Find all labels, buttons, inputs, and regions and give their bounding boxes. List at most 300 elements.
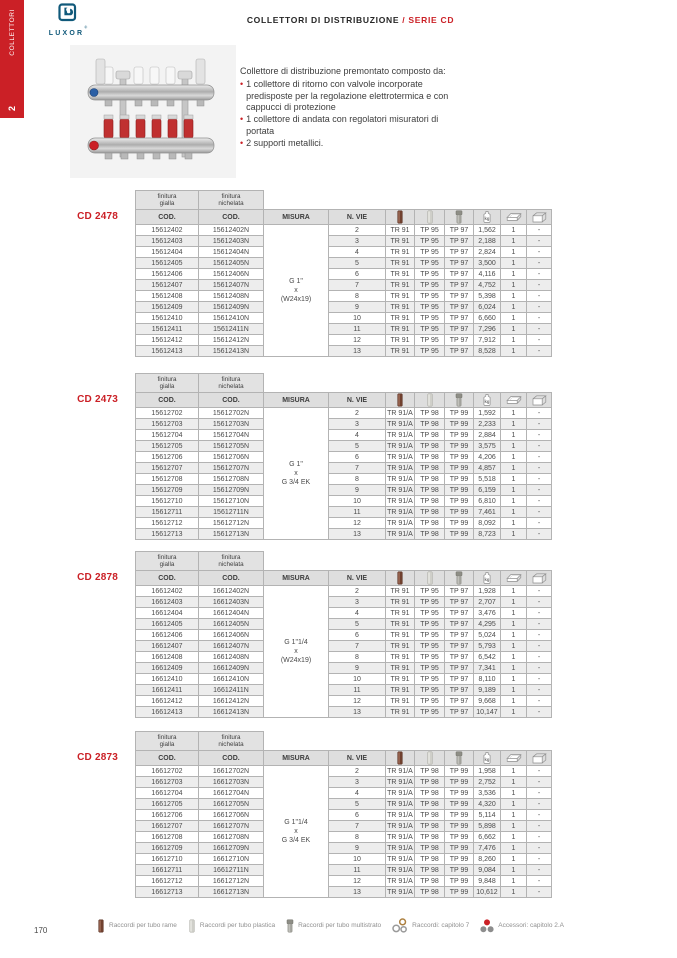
- header-line: finitura: [221, 375, 241, 383]
- raccordo-rame-cell: TR 91: [386, 663, 415, 674]
- finitura-gialla-header: [136, 374, 199, 393]
- table-row: [136, 619, 552, 630]
- raccordo-plastica-cell: TP 98: [415, 463, 445, 474]
- cod-gialla-cell: 16612408: [136, 652, 199, 663]
- raccordo-plastica-cell: TP 95: [415, 630, 445, 641]
- cod-nichelata-cell: 15612713N: [199, 529, 264, 540]
- accessori-cell: -: [527, 707, 552, 718]
- peso-kg-cell: 4,752: [474, 280, 501, 291]
- n-vie-cell: 4: [329, 430, 386, 441]
- n-vie-cell: 2: [329, 225, 386, 236]
- raccordo-rame-cell: TR 91: [386, 302, 415, 313]
- column-header-multilayer-pipe-icon: [445, 210, 474, 225]
- cod-nichelata-cell: 15612403N: [199, 236, 264, 247]
- table-row: [136, 552, 552, 571]
- raccordo-plastica-cell: TP 95: [415, 674, 445, 685]
- table-row: [136, 258, 552, 269]
- n-vie-cell: 3: [329, 236, 386, 247]
- finitura-nichelata-header: [199, 552, 264, 571]
- misura-line: (W24x19): [280, 657, 312, 664]
- misura-line: x: [294, 287, 298, 294]
- cod-gialla-cell: 15612409: [136, 302, 199, 313]
- table-row: [136, 696, 552, 707]
- raccordo-multistrato-cell: TP 99: [445, 463, 474, 474]
- table-row: [136, 887, 552, 898]
- table-code-label: CD 2873: [77, 752, 118, 763]
- cod-nichelata-cell: 16612705N: [199, 799, 264, 810]
- raccordo-plastica-cell: TP 95: [415, 236, 445, 247]
- peso-kg-cell: 4,295: [474, 619, 501, 630]
- cod-gialla-cell: 15612410: [136, 313, 199, 324]
- accessori-cell: -: [527, 313, 552, 324]
- n-vie-cell: 5: [329, 619, 386, 630]
- peso-kg-cell: 6,159: [474, 485, 501, 496]
- cod-gialla-cell: 15612405: [136, 258, 199, 269]
- bullet-marker: •: [240, 137, 244, 148]
- accessori-cell: -: [527, 408, 552, 419]
- raccordo-multistrato-cell: TP 97: [445, 269, 474, 280]
- raccordo-rame-cell: TR 91/A: [387, 822, 413, 830]
- raccordo-plastica-cell: TP 95: [415, 225, 445, 236]
- accessori-cell: -: [527, 291, 552, 302]
- raccordo-plastica-cell: TP 95: [415, 619, 445, 630]
- raccordo-plastica-cell: TP 95: [415, 608, 445, 619]
- peso-kg-cell: 8,528: [474, 346, 501, 357]
- table-row: [136, 291, 552, 302]
- column-header-package-icon: [501, 571, 527, 586]
- misura-cell: [264, 225, 329, 357]
- cod-gialla-cell: 15612402: [136, 225, 199, 236]
- raccordo-multistrato-cell: TP 99: [445, 474, 474, 485]
- cod-gialla-cell: 15612702: [136, 408, 199, 419]
- raccordo-multistrato-cell: TP 99: [445, 507, 474, 518]
- column-header-plastic-pipe-icon: [415, 210, 445, 225]
- confezione-cell: 1: [501, 799, 527, 810]
- legend-label: Raccordi per tubo plastica: [199, 922, 276, 929]
- header-line: gialla: [159, 741, 175, 748]
- raccordo-multistrato-cell: TP 97: [445, 608, 474, 619]
- raccordo-plastica-cell: TP 98: [415, 788, 445, 799]
- raccordo-rame-cell: TR 91/A: [387, 855, 413, 863]
- n-vie-cell: 5: [329, 441, 386, 452]
- raccordo-rame-cell: TR 91/A: [387, 442, 413, 450]
- n-vie-cell: 6: [329, 630, 386, 641]
- cod-gialla-cell: 15612411: [136, 324, 199, 335]
- raccordo-plastica-cell: TP 98: [415, 408, 445, 419]
- peso-kg-cell: 7,341: [474, 663, 501, 674]
- accessori-cell: -: [527, 854, 552, 865]
- confezione-cell: 1: [501, 854, 527, 865]
- cod-nichelata-cell: 15612409N: [199, 302, 264, 313]
- cod-gialla-cell: 16612405: [136, 619, 199, 630]
- accessori-cell: -: [527, 832, 552, 843]
- raccordo-rame-cell: TR 91: [386, 247, 415, 258]
- table-row: [136, 324, 552, 335]
- peso-kg-cell: 4,116: [474, 269, 501, 280]
- table-row: [136, 191, 552, 210]
- misura-line: (W24x19): [280, 296, 312, 303]
- header-line: finitura: [157, 553, 177, 561]
- peso-kg-cell: 5,898: [474, 821, 501, 832]
- raccordo-plastica-cell: TP 98: [415, 529, 445, 540]
- svg-text:kg: kg: [484, 756, 490, 762]
- n-vie-cell: 7: [329, 641, 386, 652]
- description-bullet-list: [240, 79, 460, 150]
- raccordo-rame-cell: TR 91/A: [387, 475, 413, 483]
- cod-nichelata-cell: 16612406N: [199, 630, 264, 641]
- confezione-cell: 1: [501, 843, 527, 854]
- multilayer-pipe-icon: [455, 755, 463, 762]
- accessori-cell: -: [527, 419, 552, 430]
- header-line: finitura: [157, 733, 177, 741]
- peso-kg-cell: 8,092: [474, 518, 501, 529]
- raccordo-plastica-cell: TP 95: [415, 696, 445, 707]
- raccordo-rame-cell: TR 91: [386, 674, 415, 685]
- n-vie-cell: 4: [329, 788, 386, 799]
- header-line: finitura: [221, 192, 241, 200]
- n-vie-cell: 6: [329, 452, 386, 463]
- header-line: nichelata: [218, 741, 244, 748]
- accessori-cell: -: [527, 225, 552, 236]
- raccordo-plastica-cell: TP 98: [415, 865, 445, 876]
- box-icon: [532, 755, 547, 762]
- package-icon: [506, 397, 522, 404]
- column-header-copper-pipe-icon: [386, 751, 415, 766]
- confezione-cell: 1: [501, 269, 527, 280]
- cod-gialla-cell: 16612413: [136, 707, 199, 718]
- table-code-label: CD 2478: [77, 211, 118, 222]
- peso-kg-cell: 3,500: [474, 258, 501, 269]
- cod-nichelata-cell: 15612709N: [199, 485, 264, 496]
- peso-kg-cell: 2,188: [474, 236, 501, 247]
- raccordo-plastica-cell: TP 95: [415, 685, 445, 696]
- peso-kg-cell: 5,024: [474, 630, 501, 641]
- cod-nichelata-cell: 15612706N: [199, 452, 264, 463]
- cod-nichelata-cell: 16612709N: [199, 843, 264, 854]
- table-row: [136, 269, 552, 280]
- accessori-cell: -: [527, 485, 552, 496]
- n-vie-cell: 8: [329, 291, 386, 302]
- weight-kg-icon: [482, 755, 492, 762]
- cod-gialla-header: COD.: [136, 571, 199, 586]
- accessori-cell: -: [527, 496, 552, 507]
- n-vie-cell: 9: [329, 843, 386, 854]
- raccordo-multistrato-cell: TP 99: [445, 441, 474, 452]
- product-description: [240, 66, 460, 150]
- table-row: [136, 507, 552, 518]
- accessori-cell: -: [527, 258, 552, 269]
- n-vie-cell: 2: [329, 766, 386, 777]
- confezione-cell: 1: [501, 832, 527, 843]
- n-vie-cell: 7: [329, 463, 386, 474]
- confezione-cell: 1: [501, 313, 527, 324]
- n-vie-header: N. VIE: [329, 210, 386, 225]
- header-line: nichelata: [218, 383, 244, 390]
- confezione-cell: 1: [501, 529, 527, 540]
- n-vie-cell: 3: [329, 597, 386, 608]
- cod-gialla-cell: 15612407: [136, 280, 199, 291]
- n-vie-cell: 12: [329, 518, 386, 529]
- confezione-cell: 1: [501, 630, 527, 641]
- raccordo-multistrato-cell: TP 97: [445, 335, 474, 346]
- raccordo-plastica-cell: TP 98: [415, 441, 445, 452]
- raccordo-rame-cell: TR 91: [386, 641, 415, 652]
- table-row: [136, 247, 552, 258]
- table-row: [136, 777, 552, 788]
- multilayer-pipe-icon: [455, 575, 463, 582]
- accessori-cell: -: [527, 663, 552, 674]
- n-vie-cell: 13: [329, 346, 386, 357]
- n-vie-cell: 10: [329, 496, 386, 507]
- table-row: [136, 821, 552, 832]
- n-vie-cell: 8: [329, 832, 386, 843]
- accessori-cell: -: [527, 865, 552, 876]
- raccordo-plastica-cell: TP 98: [415, 507, 445, 518]
- raccordo-rame-cell: TR 91/A: [387, 453, 413, 461]
- raccordo-rame-cell: TR 91/A: [387, 844, 413, 852]
- accessori-cell: -: [527, 463, 552, 474]
- column-header-package-icon: [501, 393, 527, 408]
- accessori-cell: -: [527, 674, 552, 685]
- bullet-marker: •: [240, 114, 244, 125]
- raccordo-plastica-cell: TP 98: [415, 419, 445, 430]
- misura-line: x: [294, 828, 298, 835]
- raccordo-rame-cell: TR 91: [386, 335, 415, 346]
- n-vie-cell: 6: [329, 269, 386, 280]
- bullet-text: 1 collettore di ritorno con valvole incorporate predisposte per la regolazione elettrotermica e con cappucci di protezione: [246, 78, 449, 113]
- accessori-cell: -: [527, 766, 552, 777]
- accessori-cell: -: [527, 269, 552, 280]
- table-row: [136, 225, 552, 236]
- misura-line: x: [294, 470, 298, 477]
- cod-gialla-cell: 15612706: [136, 452, 199, 463]
- n-vie-cell: 8: [329, 474, 386, 485]
- confezione-cell: 1: [501, 766, 527, 777]
- n-vie-cell: 12: [329, 335, 386, 346]
- raccordo-plastica-cell: TP 95: [415, 663, 445, 674]
- raccordo-plastica-cell: TP 98: [415, 485, 445, 496]
- header-line: finitura: [221, 733, 241, 741]
- n-vie-cell: 11: [329, 507, 386, 518]
- header-filler: [264, 374, 552, 393]
- confezione-cell: 1: [501, 597, 527, 608]
- cod-nichelata-cell: 16612703N: [199, 777, 264, 788]
- column-header-package-icon: [501, 210, 527, 225]
- misura-line: G 3/4 EK: [281, 479, 311, 486]
- multilayer-pipe-icon: [455, 214, 463, 221]
- raccordo-multistrato-cell: TP 99: [445, 496, 474, 507]
- confezione-cell: 1: [501, 821, 527, 832]
- misura-line: G 1"1/4: [284, 639, 308, 646]
- cod-nichelata-cell: 15612405N: [199, 258, 264, 269]
- peso-kg-cell: 8,260: [474, 854, 501, 865]
- confezione-cell: 1: [501, 225, 527, 236]
- column-header-box-icon: [527, 210, 552, 225]
- accessori-cell: -: [527, 810, 552, 821]
- legend-item: [286, 919, 381, 933]
- cod-nichelata-cell: 15612411N: [199, 324, 264, 335]
- table-row: [136, 280, 552, 291]
- raccordo-rame-cell: TR 91/A: [387, 486, 413, 494]
- accessori-cell: -: [527, 799, 552, 810]
- raccordo-rame-cell: TR 91: [386, 608, 415, 619]
- raccordo-plastica-cell: TP 95: [415, 335, 445, 346]
- box-icon: [532, 214, 547, 221]
- raccordo-plastica-cell: TP 98: [415, 854, 445, 865]
- cod-nichelata-cell: 15612407N: [199, 280, 264, 291]
- raccordo-rame-cell: TR 91: [386, 225, 415, 236]
- bullet-text: 1 collettore di andata con regolatori misuratori di portata: [246, 114, 439, 136]
- accessori-cell: -: [527, 777, 552, 788]
- copper-pipe-icon: [396, 397, 404, 404]
- raccordo-multistrato-cell: TP 99: [445, 821, 474, 832]
- raccordo-rame-cell: TR 91/A: [387, 431, 413, 439]
- cod-gialla-cell: 15612705: [136, 441, 199, 452]
- raccordo-plastica-cell: TP 95: [415, 258, 445, 269]
- header-line: finitura: [221, 553, 241, 561]
- accessori-cell: -: [527, 652, 552, 663]
- n-vie-cell: 9: [329, 663, 386, 674]
- peso-kg-cell: 2,707: [474, 597, 501, 608]
- raccordo-rame-cell: TR 91/A: [387, 833, 413, 841]
- raccordo-rame-cell: TR 91: [386, 696, 415, 707]
- manifold-illustration: [70, 45, 236, 178]
- raccordo-multistrato-cell: TP 97: [445, 291, 474, 302]
- n-vie-cell: 4: [329, 608, 386, 619]
- raccordo-multistrato-cell: TP 97: [445, 641, 474, 652]
- header-line: gialla: [159, 200, 175, 207]
- raccordo-multistrato-cell: TP 97: [445, 225, 474, 236]
- table-row: [136, 408, 552, 419]
- accessori-cell: -: [527, 452, 552, 463]
- peso-kg-cell: 6,662: [474, 832, 501, 843]
- raccordo-rame-cell: TR 91/A: [387, 789, 413, 797]
- legend-label: Raccordi: capitolo 7: [412, 922, 470, 929]
- raccordo-plastica-cell: TP 98: [415, 452, 445, 463]
- n-vie-cell: 9: [329, 302, 386, 313]
- header-line: gialla: [159, 561, 175, 568]
- raccordo-rame-cell: TR 91: [386, 346, 415, 357]
- cod-nichelata-cell: 15612413N: [199, 346, 264, 357]
- table-row: [136, 766, 552, 777]
- cod-gialla-cell: 16612708: [136, 832, 199, 843]
- peso-kg-cell: 10,612: [474, 887, 501, 898]
- cod-nichelata-header: COD.: [199, 393, 264, 408]
- peso-kg-cell: 5,114: [474, 810, 501, 821]
- table-row: [136, 641, 552, 652]
- accessori-cell: -: [527, 474, 552, 485]
- product-table: [135, 373, 552, 540]
- table-row: [136, 630, 552, 641]
- misura-line: G 1": [289, 461, 303, 468]
- confezione-cell: 1: [501, 696, 527, 707]
- raccordo-multistrato-cell: TP 99: [445, 419, 474, 430]
- raccordo-multistrato-cell: TP 97: [445, 586, 474, 597]
- raccordo-rame-cell: TR 91: [386, 269, 415, 280]
- table-row: [136, 419, 552, 430]
- column-header-weight-kg-icon: [474, 571, 501, 586]
- accessori-cell: -: [527, 430, 552, 441]
- finitura-nichelata-header: [199, 374, 264, 393]
- table-code-label: CD 2878: [77, 572, 118, 583]
- accessori-cell: -: [527, 518, 552, 529]
- cod-gialla-cell: 15612413: [136, 346, 199, 357]
- n-vie-cell: 11: [329, 324, 386, 335]
- confezione-cell: 1: [501, 419, 527, 430]
- cod-nichelata-cell: 15612406N: [199, 269, 264, 280]
- peso-kg-cell: 6,024: [474, 302, 501, 313]
- table-row: [136, 571, 552, 586]
- cod-gialla-cell: 16612704: [136, 788, 199, 799]
- confezione-cell: 1: [501, 685, 527, 696]
- cod-nichelata-cell: 15612711N: [199, 507, 264, 518]
- raccordo-plastica-cell: TP 95: [415, 641, 445, 652]
- n-vie-cell: 2: [329, 408, 386, 419]
- accessori-cell: -: [527, 608, 552, 619]
- cod-nichelata-cell: 16612405N: [199, 619, 264, 630]
- cod-nichelata-cell: 15612410N: [199, 313, 264, 324]
- page-title-plain: COLLETTORI DI DISTRIBUZIONE: [246, 15, 403, 25]
- raccordo-plastica-cell: TP 98: [415, 876, 445, 887]
- peso-kg-cell: 4,857: [474, 463, 501, 474]
- raccordo-plastica-cell: TP 95: [415, 269, 445, 280]
- n-vie-cell: 4: [329, 247, 386, 258]
- column-header-plastic-pipe-icon: [415, 393, 445, 408]
- dots-icon: [480, 919, 494, 933]
- peso-kg-cell: 2,233: [474, 419, 501, 430]
- table-row: [136, 751, 552, 766]
- peso-kg-cell: 6,810: [474, 496, 501, 507]
- raccordo-rame-cell: TR 91/A: [387, 767, 413, 775]
- cod-nichelata-cell: 15612710N: [199, 496, 264, 507]
- raccordo-multistrato-cell: TP 97: [445, 652, 474, 663]
- peso-kg-cell: 8,723: [474, 529, 501, 540]
- peso-kg-cell: 1,562: [474, 225, 501, 236]
- raccordo-rame-cell: TR 91/A: [387, 508, 413, 516]
- raccordo-multistrato-cell: TP 97: [445, 597, 474, 608]
- cod-gialla-cell: 16612702: [136, 766, 199, 777]
- peso-kg-cell: 1,928: [474, 586, 501, 597]
- raccordo-multistrato-cell: TP 99: [445, 799, 474, 810]
- n-vie-cell: 12: [329, 696, 386, 707]
- raccordo-rame-cell: TR 91/A: [387, 497, 413, 505]
- cod-gialla-cell: 16612412: [136, 696, 199, 707]
- confezione-cell: 1: [501, 291, 527, 302]
- table-row: [136, 374, 552, 393]
- raccordo-multistrato-cell: TP 97: [445, 302, 474, 313]
- raccordo-plastica-cell: TP 95: [415, 652, 445, 663]
- cod-nichelata-cell: 16612710N: [199, 854, 264, 865]
- header-line: gialla: [159, 383, 175, 390]
- cod-nichelata-cell: 16612713N: [199, 887, 264, 898]
- cod-nichelata-cell: 16612403N: [199, 597, 264, 608]
- table-row: [136, 346, 552, 357]
- confezione-cell: 1: [501, 652, 527, 663]
- column-header-plastic-pipe-icon: [415, 571, 445, 586]
- table-row: [136, 663, 552, 674]
- finitura-gialla-header: [136, 191, 199, 210]
- header-line: nichelata: [218, 200, 244, 207]
- peso-kg-cell: 5,518: [474, 474, 501, 485]
- raccordo-multistrato-cell: TP 99: [445, 518, 474, 529]
- confezione-cell: 1: [501, 463, 527, 474]
- cod-gialla-cell: 15612707: [136, 463, 199, 474]
- raccordo-multistrato-cell: TP 99: [445, 452, 474, 463]
- confezione-cell: 1: [501, 496, 527, 507]
- table-row: [136, 788, 552, 799]
- raccordo-plastica-cell: TP 95: [415, 346, 445, 357]
- table-row: [136, 707, 552, 718]
